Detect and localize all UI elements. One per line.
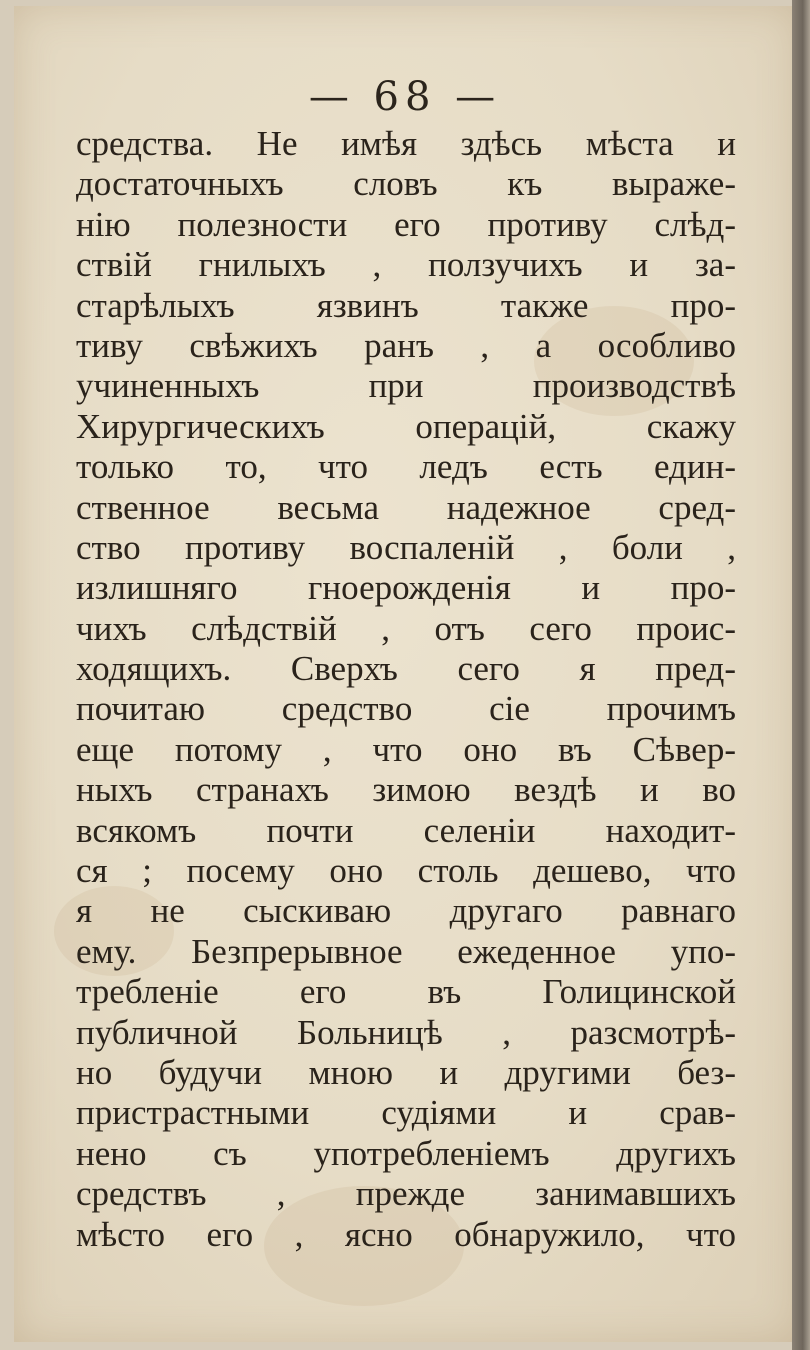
text-line: ныхъ странахъ зимою вездѣ и во	[76, 770, 736, 810]
text-line: ственное весьма надежное сред-	[76, 487, 736, 527]
text-line: ся ; посему оно столь дешево, что	[76, 851, 736, 891]
text-line: ходящихъ. Сверхъ сего я пред-	[76, 649, 736, 689]
text-line: только то, что ледъ есть един-	[76, 447, 736, 487]
text-line: я не сыскиваю другаго равнаго	[76, 891, 736, 931]
text-line: излишняго гноерожденія и про-	[76, 568, 736, 608]
text-line: тиву свѣжихъ ранъ , а особливо	[76, 325, 736, 365]
page-edge-shadow	[792, 0, 810, 1350]
text-line: Хирургическихъ операцій, скажу	[76, 406, 736, 446]
text-line: но будучи мною и другими без-	[76, 1052, 736, 1092]
body-text	[76, 124, 736, 1255]
text-line: ему. Безпрерывное ежеденное упо-	[76, 931, 736, 971]
text-line: средства. Не имѣя здѣсь мѣста и	[76, 124, 736, 163]
text-line: всякомъ почти селеніи находит-	[76, 810, 736, 850]
page-number-header: — 68 —	[308, 74, 502, 120]
text-line: еще потому , что оно въ Сѣвер-	[76, 729, 736, 769]
text-line: публичной Больницѣ , разсмотрѣ-	[76, 1012, 736, 1052]
text-line: требленіе его въ Голицинской	[76, 972, 736, 1012]
text-line: достаточныхъ словъ къ выраже-	[76, 164, 736, 204]
text-line: ство противу воспаленій , боли ,	[76, 527, 736, 567]
text-line: нено съ употребленіемъ другихъ	[76, 1133, 736, 1173]
text-line: чихъ слѣдствій , отъ сего проис-	[76, 608, 736, 648]
text-line: учиненныхъ при производствѣ	[76, 366, 736, 406]
text-line: средствъ , прежде занимавшихъ	[76, 1174, 736, 1214]
text-line: старѣлыхъ язвинъ также про-	[76, 285, 736, 325]
text-line: почитаю средство сіе прочимъ	[76, 689, 736, 729]
text-line: ствій гнилыхъ , ползучихъ и за-	[76, 245, 736, 285]
text-line: нію полезности его противу слѣд-	[76, 204, 736, 244]
text-line: мѣсто его , ясно обнаружило, что	[76, 1214, 736, 1254]
text-line: пристрастными судіями и срав-	[76, 1093, 736, 1133]
